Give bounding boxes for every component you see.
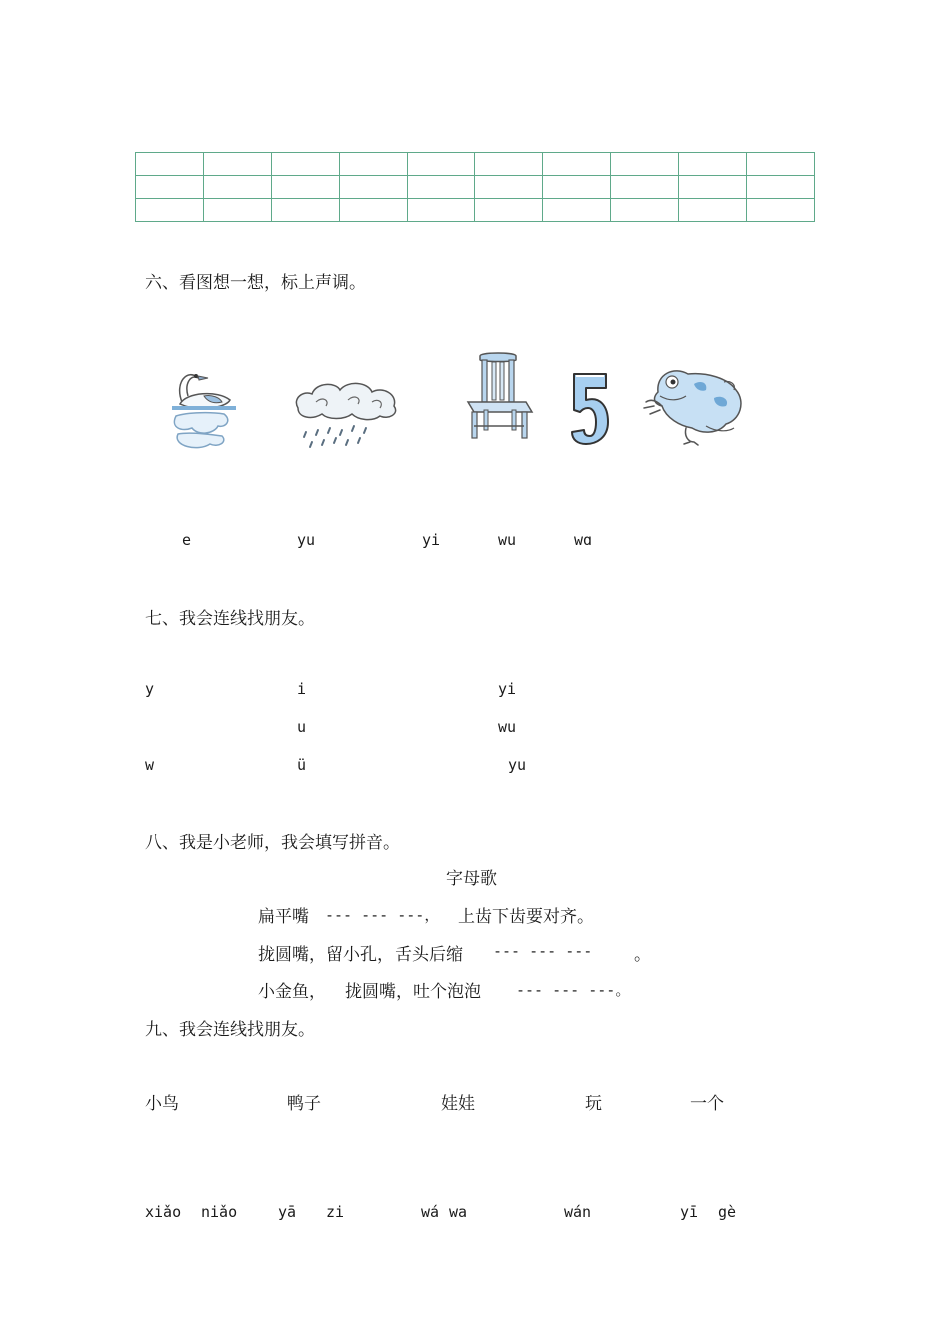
grid-cell[interactable] bbox=[475, 176, 543, 199]
grid-cell[interactable] bbox=[203, 199, 271, 222]
match-word[interactable]: 一个 bbox=[690, 1094, 724, 1114]
grid-cell[interactable] bbox=[407, 153, 475, 176]
fill-blank[interactable]: --- --- ---。 bbox=[516, 981, 631, 999]
syllable-label: wu bbox=[498, 531, 517, 549]
grid-cell[interactable] bbox=[747, 199, 815, 222]
match-word[interactable]: 鸭子 bbox=[287, 1094, 321, 1114]
syllable-label: wɑ bbox=[574, 531, 593, 549]
match-pinyin[interactable]: wán bbox=[564, 1203, 592, 1221]
song-title: 字母歌 bbox=[446, 869, 497, 889]
grid-cell[interactable] bbox=[543, 199, 611, 222]
song-line-1-text: 上齿下齿要对齐。 bbox=[458, 907, 594, 927]
match-pinyin[interactable]: niǎo bbox=[201, 1203, 238, 1221]
match-pinyin[interactable]: gè bbox=[718, 1203, 737, 1221]
grid-cell[interactable] bbox=[136, 176, 204, 199]
grid-cell[interactable] bbox=[475, 199, 543, 222]
song-line-2-end: 。 bbox=[634, 945, 651, 965]
rain-cloud-icon bbox=[292, 378, 400, 452]
match-word[interactable]: 娃娃 bbox=[441, 1094, 475, 1114]
match-vowel[interactable]: i bbox=[297, 680, 307, 698]
grid-cell[interactable] bbox=[543, 153, 611, 176]
match-vowel[interactable]: ü bbox=[297, 756, 307, 774]
frog-icon bbox=[636, 362, 748, 446]
grid-cell[interactable] bbox=[543, 176, 611, 199]
grid-row bbox=[136, 176, 815, 199]
writing-grid bbox=[135, 152, 815, 222]
grid-cell[interactable] bbox=[271, 176, 339, 199]
fill-blank[interactable]: --- --- --- bbox=[493, 942, 593, 960]
syllable-label: yi bbox=[422, 531, 441, 549]
grid-cell[interactable] bbox=[747, 153, 815, 176]
fill-blank[interactable]: --- --- ---， bbox=[325, 906, 440, 924]
song-line-1-text: 扁平嘴 bbox=[258, 907, 309, 927]
match-syllable[interactable]: yi bbox=[498, 680, 517, 698]
grid-cell[interactable] bbox=[407, 176, 475, 199]
grid-cell[interactable] bbox=[679, 176, 747, 199]
match-pinyin[interactable]: wa bbox=[449, 1203, 468, 1221]
grid-cell[interactable] bbox=[611, 153, 679, 176]
section9-heading: 九、我会连线找朋友。 bbox=[145, 1020, 315, 1040]
match-pinyin[interactable]: zi bbox=[326, 1203, 345, 1221]
grid-cell[interactable] bbox=[679, 153, 747, 176]
match-vowel[interactable]: u bbox=[297, 718, 307, 736]
match-pinyin[interactable]: wá bbox=[421, 1203, 440, 1221]
grid-cell[interactable] bbox=[679, 199, 747, 222]
grid-row bbox=[136, 153, 815, 176]
song-line-2-text: 拢圆嘴，留小孔， bbox=[258, 945, 394, 965]
grid-cell[interactable] bbox=[136, 153, 204, 176]
section6-heading: 六、看图想一想，标上声调。 bbox=[145, 273, 366, 293]
match-syllable[interactable]: wu bbox=[498, 718, 517, 736]
grid-cell[interactable] bbox=[611, 199, 679, 222]
song-line-3-text: 小金鱼， bbox=[258, 982, 326, 1002]
match-initial[interactable]: w bbox=[145, 756, 155, 774]
chair-icon bbox=[462, 350, 534, 442]
song-line-3-text: 拢圆嘴，吐个泡泡 bbox=[345, 982, 481, 1002]
section7-heading: 七、我会连线找朋友。 bbox=[145, 609, 315, 629]
grid-cell[interactable] bbox=[203, 176, 271, 199]
grid-cell[interactable] bbox=[339, 176, 407, 199]
swan-icon bbox=[168, 362, 240, 454]
grid-row bbox=[136, 199, 815, 222]
grid-cell[interactable] bbox=[475, 153, 543, 176]
match-word[interactable]: 玩 bbox=[585, 1094, 602, 1114]
grid-cell[interactable] bbox=[203, 153, 271, 176]
number-five-icon bbox=[570, 370, 610, 446]
section8-heading: 八、我是小老师，我会填写拼音。 bbox=[145, 833, 400, 853]
grid-cell[interactable] bbox=[271, 153, 339, 176]
grid-cell[interactable] bbox=[747, 176, 815, 199]
song-line-2-text: 舌头后缩 bbox=[395, 945, 463, 965]
grid-cell[interactable] bbox=[136, 199, 204, 222]
syllable-label: yu bbox=[297, 531, 316, 549]
grid-cell[interactable] bbox=[339, 199, 407, 222]
match-initial[interactable]: y bbox=[145, 680, 155, 698]
syllable-label: e bbox=[182, 531, 192, 549]
grid-cell[interactable] bbox=[611, 176, 679, 199]
match-word[interactable]: 小鸟 bbox=[145, 1094, 179, 1114]
grid-cell[interactable] bbox=[407, 199, 475, 222]
match-pinyin[interactable]: xiǎo bbox=[145, 1203, 182, 1221]
grid-cell[interactable] bbox=[271, 199, 339, 222]
match-pinyin[interactable]: yā bbox=[278, 1203, 297, 1221]
match-syllable[interactable]: yu bbox=[508, 756, 527, 774]
match-pinyin[interactable]: yī bbox=[680, 1203, 699, 1221]
grid-cell[interactable] bbox=[339, 153, 407, 176]
